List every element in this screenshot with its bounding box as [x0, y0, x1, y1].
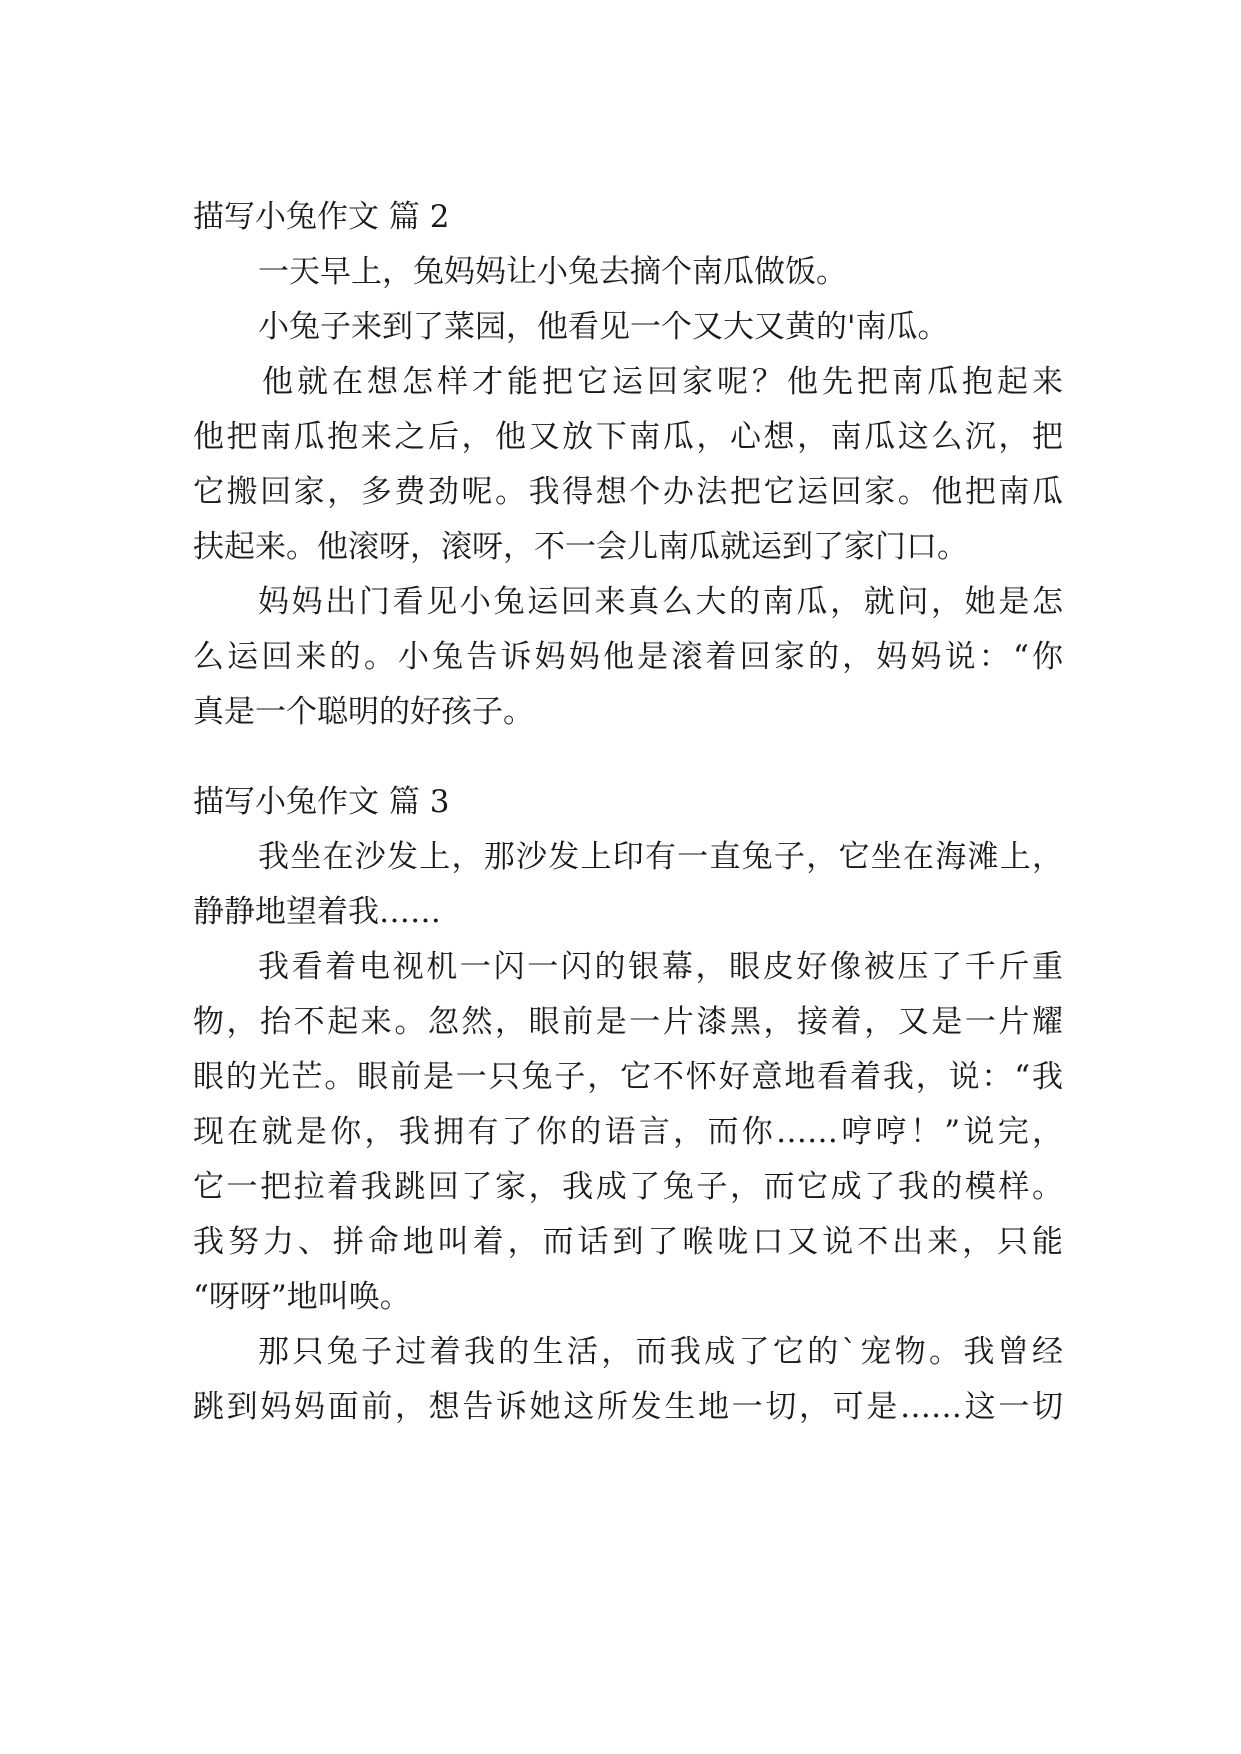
paragraph-line: 么运回来的。小兔告诉妈妈他是滚着回家的，妈妈说：“你 — [193, 639, 1063, 675]
paragraph-line: 他就在想怎样才能把它运回家呢？他先把南瓜抱起来 — [262, 364, 1063, 400]
paragraph-line: 小兔子来到了菜园，他看见一个又大又黄的'南瓜。 — [258, 309, 949, 345]
paragraph-line: 那只兔子过着我的生活，而我成了它的`宠物。我曾经 — [258, 1334, 1063, 1370]
paragraph-line: 我坐在沙发上，那沙发上印有一直兔子，它坐在海滩上， — [258, 839, 1063, 875]
paragraph-line: 真是一个聪明的好孩子。 — [193, 694, 534, 730]
paragraph-line: 妈妈出门看见小兔运回来真么大的南瓜，就问，她是怎 — [258, 584, 1063, 620]
paragraph-line: 扶起来。他滚呀，滚呀，不一会儿南瓜就运到了家门口。 — [193, 529, 968, 565]
paragraph-line: 眼的光芒。眼前是一只兔子，它不怀好意地看着我，说：“我 — [193, 1059, 1063, 1095]
paragraph-line: 物，抬不起来。忽然，眼前是一片漆黑，接着，又是一片耀 — [193, 1004, 1063, 1040]
paragraph-line: 我看着电视机一闪一闪的银幕，眼皮好像被压了千斤重 — [258, 949, 1063, 985]
paragraph-line: 现在就是你，我拥有了你的语言，而你……哼哼！”说完， — [193, 1114, 1063, 1150]
paragraph-line: 它搬回家，多费劲呢。我得想个办法把它运回家。他把南瓜 — [193, 474, 1063, 510]
paragraph-line: 一天早上，兔妈妈让小兔去摘个南瓜做饭。 — [258, 254, 847, 290]
paragraph-line: 他把南瓜抱来之后，他又放下南瓜，心想，南瓜这么沉，把 — [193, 419, 1063, 455]
paragraph-line: 它一把拉着我跳回了家，我成了兔子，而它成了我的模样。 — [193, 1169, 1063, 1205]
paragraph-line: “呀呀”地叫唤。 — [193, 1279, 411, 1315]
paragraph-line: 跳到妈妈面前，想告诉她这所发生地一切，可是……这一切 — [193, 1389, 1063, 1425]
paragraph-line: 我努力、拼命地叫着，而话到了喉咙口又说不出来，只能 — [193, 1224, 1063, 1260]
section-heading: 描写小兔作文 篇 3 — [193, 784, 450, 820]
paragraph-line: 静静地望着我…… — [193, 894, 441, 930]
section-heading: 描写小兔作文 篇 2 — [193, 199, 450, 235]
